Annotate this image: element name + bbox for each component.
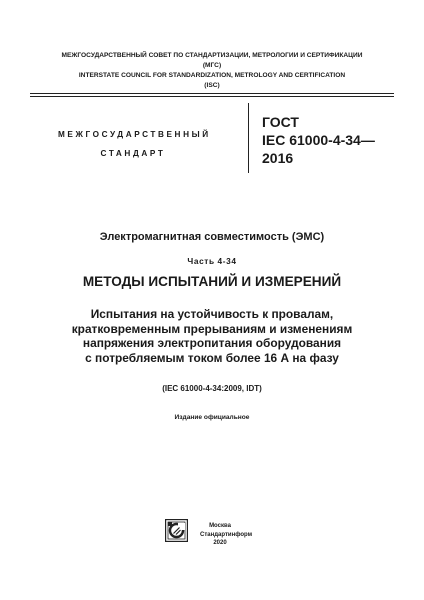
title-part: Часть 4-34 [187,256,237,266]
council-ru-line1: МЕЖГОСУДАРСТВЕННЫЙ СОВЕТ ПО СТАНДАРТИЗАЦИИ, МЕТРОЛОГИИ И СЕРТИФИКАЦИИ [61,52,363,59]
iec-reference: (IEC 61000-4-34:2009, IDT) [162,384,262,393]
subtitle-line1: Испытания на устойчивость к провалам, [90,307,334,321]
standard-type [58,125,211,163]
gost-line3: 2016 [262,150,294,166]
header-rule-bottom [30,96,394,97]
subtitle-line2: кратковременным прерываниям и изменениям [71,321,353,336]
subtitle-line3: напряжения электропитания оборудования [82,336,342,351]
publisher-name: Стандартинформ [200,531,253,538]
standard-type-line2: СТАНДАРТ [100,149,166,158]
standartinform-logo-icon [165,519,188,542]
standard-type-line1: МЕЖГОСУДАРСТВЕННЫЙ [58,130,211,139]
council-en-line2: (ISC) [204,81,220,89]
council-en-line1: INTERSTATE COUNCIL FOR STANDARDIZATION, METROLOGY AND CERTIFICATION [78,72,346,79]
vertical-divider [248,103,249,173]
council-en [30,71,394,90]
title-methods: МЕТОДЫ ИСПЫТАНИЙ И ИЗМЕРЕНИЙ [82,274,342,289]
gost-line2: IEC 61000-4-34— [262,132,375,148]
header-rule-top [30,93,394,94]
publisher-city: Москва [209,523,231,529]
title-main: Электромагнитная совместимость (ЭМС) [99,231,325,243]
gost-designation [262,113,375,167]
publisher-year: 2020 [213,540,227,546]
council-ru [30,51,394,70]
title-subtitle [0,307,424,365]
edition-note: Издание официальное [174,414,250,421]
subtitle-line4: с потребляемым током более 16 А на фазу [85,350,339,365]
gost-line1: ГОСТ [262,114,299,130]
council-ru-line2: (МГС) [202,61,222,69]
publisher [200,522,253,548]
